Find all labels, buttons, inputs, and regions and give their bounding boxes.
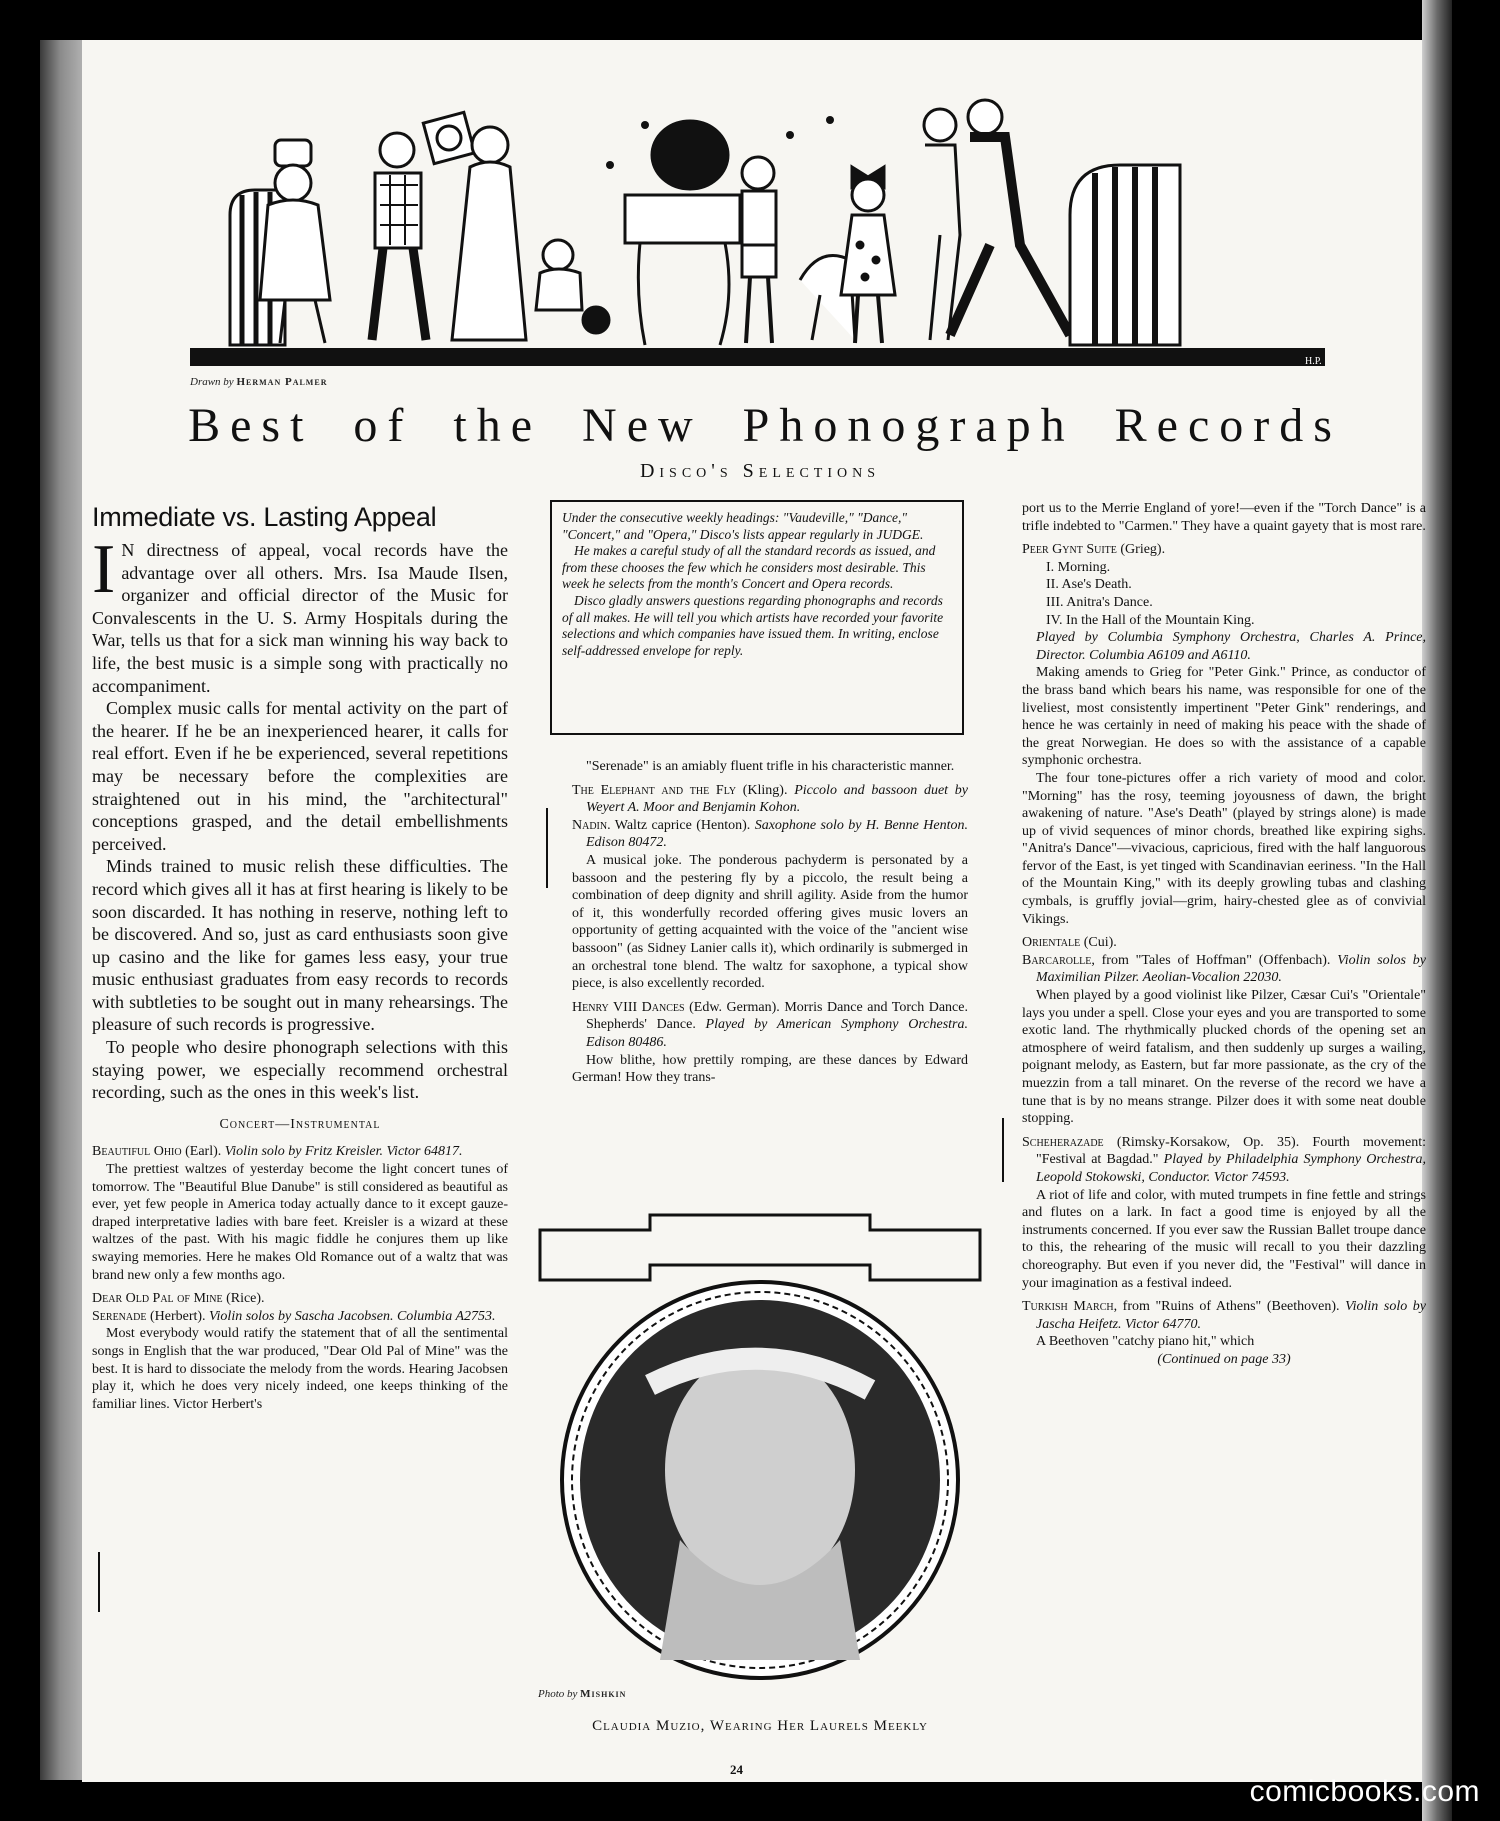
list-item: II. Ase's Death. xyxy=(1046,577,1132,593)
illustration-monogram: H.P. xyxy=(1305,356,1322,367)
paragraph: A riot of life and color, with muted trumpets in fine fettle and strings and flutes on a lark. In fact a good time is enjoyed by all the instruments concerned. If you ever saw the Russian Ballet troupe dance to this, the rehearing of the music will recall to you their dazzling choreography. But even if you never did, the "Festival" will dance in your imagination as a festival indeed. xyxy=(1022,1187,1426,1291)
paragraph: A musical joke. The ponderous pachyderm is personated by a bassoon and the pestering fly by a piccolo, the result being a combination of deep dignity and shrill agility. Aside from the humor of it, this wonderfully recorded offering gives music lovers an opportunity of getting acquainted with the voice of the "ancient wise bassoon" (as Sidney Lanier calls it), which ordinarily is submerged in an orchestral tone blend. The waltz for saxophone, a typical show piece, is also excellently recorded. xyxy=(572,852,968,992)
column-2 xyxy=(572,758,968,1087)
record-entry: Scheherazade (Rimsky-Korsakow, Op. 35). Fourth movement: "Festival at Bagdad." Played by Philadelphia Symphony Orchestra, Leopold Stokowski, Conductor. Victor 74593. xyxy=(1022,1134,1426,1185)
record-entry: Dear Old Pal of Mine (Rice). xyxy=(92,1291,265,1307)
page-headline: Best of the New Phonograph Records xyxy=(188,399,1342,452)
baby-figure xyxy=(536,240,609,333)
boy-figure xyxy=(742,157,776,343)
page-edge-shadow xyxy=(1422,0,1452,1821)
list-item: IV. In the Hall of the Mountain King. xyxy=(1046,612,1255,628)
article-heading: Immediate vs. Lasting Appeal xyxy=(92,502,437,532)
armchair-right-icon xyxy=(1070,165,1180,345)
illustration-credit: Drawn by Herman Palmer xyxy=(190,376,328,388)
page-subheadline: Disco's Selections xyxy=(639,460,881,482)
portrait-photo xyxy=(530,1210,990,1680)
header-illustration xyxy=(190,95,1325,375)
record-entry: Henry VIII Dances (Edw. German). Morris Dance and Torch Dance. Shepherds' Dance. Played by American Symphony Orchestra. Edison 80486. xyxy=(572,999,968,1050)
paragraph: Under the consecutive weekly headings: "Vaudeville," "Dance," "Concert," and "Opera," Disco's lists appear regularly in JUDGE. xyxy=(562,510,924,542)
pairing-bracket xyxy=(1002,1118,1004,1182)
paragraph: How blithe, how prettily romping, are these dances by Edward German! How they trans- xyxy=(572,1052,968,1086)
column-1 xyxy=(92,502,508,1413)
site-watermark: comicbooks.com xyxy=(1249,1775,1480,1808)
paragraph: Complex music calls for mental activity on the part of the hearer. If he be an inexperienced hearer, it calls for real effort. Even if he be experienced, several repetitions may be necessary before the complexities are straightened out in his mind, the "architectural" conceptions grasped, and the detail embellishments perceived. xyxy=(92,698,508,854)
record-credit: Played by Columbia Symphony Orchestra, Charles A. Prince, Director. Columbia A6109 and A6110. xyxy=(1036,630,1426,663)
paragraph: Disco gladly answers questions regarding phonographs and records of all makes. He will tell you which artists have recorded your favorite selections and which companies have issued them. In writing, enclose self-addressed envelope for reply. xyxy=(562,592,944,658)
paragraph: He makes a careful study of all the standard records as issued, and from these chooses the few which he considers most desirable. This week he selects from the month's Concert and Opera records. xyxy=(562,543,936,592)
dancing-couple-figure xyxy=(924,100,1070,340)
paragraph: When played by a good violinist like Pilzer, Cæsar Cui's "Orientale" lays you under a spell. Close your eyes and you are transported to some exotic land. The rhythmically plucked chords of the opening set an atmosphere of weird fatalism, and then suddenly up surges a wailing, poignant melody, as Eastern, but far more passionate, as the cry of the muezzin from a tall minaret. On the reverse of the record we have a tune that is by no means strange. Pilzer does it with some neat double stopping. xyxy=(1022,988,1426,1127)
column-3 xyxy=(1022,500,1426,1369)
movement-list xyxy=(1022,559,1426,629)
paragraph: N directness of appeal, vocal records have the advantage over all others. Mrs. Isa Maude Ilsen, organizer and official director of the Music for Convalescents in the U. S. Army Hospitals during the War, tells us that for a sick man winning his way back to life, the best music is a simple song with practically no accompaniment. xyxy=(92,540,508,696)
concert-section xyxy=(92,1116,508,1414)
man-plaid-figure xyxy=(372,133,426,340)
record-entry: Serenade (Herbert). Violin solos by Sascha Jacobsen. Columbia A2753. xyxy=(92,1308,496,1324)
paragraph: "Serenade" is an amiably fluent trifle in his characteristic manner. xyxy=(586,759,955,774)
photo-caption: Claudia Muzio, Wearing Her Laurels Meekly xyxy=(592,1718,928,1734)
paragraph: To people who desire phonograph selections with this staying power, we especially recommend orchestral recording, such as the ones in this week's list. xyxy=(92,1037,508,1103)
record-entry: The Elephant and the Fly (Kling). Piccolo and bassoon duet by Weyert A. Moor and Benjamin Kohon. xyxy=(572,782,968,816)
record-entry: Beautiful Ohio (Earl). Violin solo by Fritz Kreisler. Victor 64817. xyxy=(92,1144,463,1160)
gramophone-icon xyxy=(625,121,740,345)
intro-text xyxy=(92,531,508,1104)
record-entry: Orientale (Cui). xyxy=(1022,935,1117,951)
continued-note: (Continued on page 33) xyxy=(1157,1351,1291,1367)
paragraph: The prettiest waltzes of yesterday become the light concert tunes of tomorrow. The "Beautiful Blue Danube" is still considered as beautiful as ever, yet few people in America today actually dance to it except gauze-draped interpretative ladies with bare feet. Kreisler is a wizard at these waltzes of the past. With his magic fiddle he conjures them up like swaying memories. Here he makes Old Romance out of a waltz that was brand new only a few months ago. xyxy=(92,1162,508,1283)
paragraph: Most everybody would ratify the statement that of all the sentimental songs in English that the war produced, "Dear Old Pal of Mine" was the best. It is hard to dissociate the melody from the words. Hearing Jacobsen play it, which he does very nicely indeed, one keeps thinking of the familiar lines. Victor Herbert's xyxy=(92,1326,508,1412)
record-entry: Barcarolle, from "Tales of Hoffman" (Offenbach). Violin solos by Maximilian Pilzer. Aeolian-Vocalion 22030. xyxy=(1022,952,1426,986)
record-entry: Turkish March, from "Ruins of Athens" (Beethoven). Violin solo by Jascha Heifetz. Victor 64770. xyxy=(1022,1299,1426,1332)
paragraph: Making amends to Grieg for "Peter Gink." Prince, as conductor of the brass band which bears his name, was responsible for one of the liveliest, most consistently impertinent "Peter Gink" renderings, and hence he was certainly in need of making his peace with the shade of the great Norwegian. He does so with the assistance of a capable symphonic orchestra. xyxy=(1022,665,1426,769)
paragraph: The four tone-pictures offer a rich variety of mood and color. "Morning" has the rosy, teeming joyousness of dawn, the bright awakening of nature. "Ase's Death" (played by strings alone) is made up of vivid sequences of minor chords, breathed like expiring sighs. "Anitra's Dance"—vivacious, capricious, fired with the half languorous fervor of the East, is yet tinged with Scandinavian eeriness. "In the Hall of the Mountain King," with its deeply growling tubas and clashing cymbals, is gruffly jovial—grim, hairy-chested glee as of convivial Vikings. xyxy=(1022,770,1426,927)
record-entry: Nadin. Waltz caprice (Henton). Saxophone solo by H. Benne Henton. Edison 80472. xyxy=(572,817,968,851)
drop-cap: I xyxy=(92,531,116,608)
paragraph: A Beethoven "catchy piano hit," which xyxy=(1036,1334,1255,1350)
list-item: III. Anitra's Dance. xyxy=(1046,594,1153,610)
editor-note-box xyxy=(550,500,964,735)
page-number: 24 xyxy=(730,1762,743,1777)
pairing-bracket xyxy=(98,1552,100,1612)
lady-with-record-figure xyxy=(423,112,526,340)
paragraph: Minds trained to music relish these difficulties. The record which gives all it has at first hearing is likely to be soon discarded. It has nothing in reserve, nothing left to be discovered. And so, just as card enthusiasts soon give up casino and the like for games less easy, your true music enthusiast graduates from easy records to records with subtleties to be sought out in many rehearsings. The pleasure of such records is progressive. xyxy=(92,856,508,1035)
pairing-bracket xyxy=(546,808,548,888)
photo-credit: Photo by Mishkin xyxy=(538,1688,627,1700)
list-item: I. Morning. xyxy=(1046,559,1111,575)
paragraph: port us to the Merrie England of yore!—even if the "Torch Dance" is a trifle indebted to "Carmen." They have a quaint gayety that is most rare. xyxy=(1022,501,1426,534)
section-heading: Concert—Instrumental xyxy=(219,1116,381,1132)
record-entry: Peer Gynt Suite (Grieg). xyxy=(1022,542,1166,558)
